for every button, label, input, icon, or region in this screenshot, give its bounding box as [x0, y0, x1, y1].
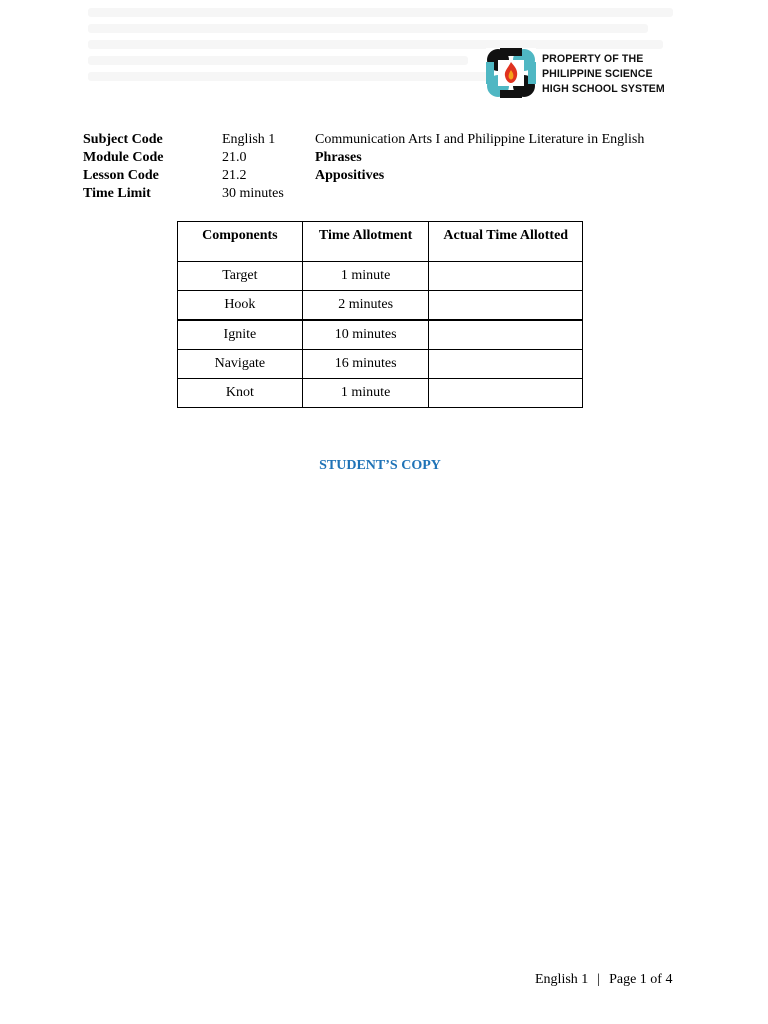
- time-limit-value: 30 minutes: [222, 186, 284, 201]
- allotment-cell: 2 minutes: [302, 291, 429, 321]
- component-cell: Ignite: [178, 320, 303, 350]
- subject-code-value: English 1: [222, 132, 276, 147]
- lesson-info: [83, 131, 683, 203]
- footer-separator: |: [597, 972, 601, 987]
- component-cell: Hook: [178, 291, 303, 321]
- table-row: [178, 291, 583, 321]
- table-row: [178, 320, 583, 350]
- allotment-cell: 16 minutes: [302, 350, 429, 379]
- pshs-logo-icon: [486, 48, 536, 98]
- module-code-label: Module Code: [83, 150, 164, 165]
- lesson-code-value: 21.2: [222, 168, 247, 183]
- subject-code-row: [83, 131, 683, 149]
- footer-subject: English 1: [535, 972, 589, 987]
- page-footer: [535, 972, 672, 988]
- module-code-value: 21.0: [222, 150, 247, 165]
- time-limit-row: [83, 185, 683, 203]
- table-row: [178, 262, 583, 291]
- time-allotment-table: [177, 221, 583, 408]
- component-cell: Navigate: [178, 350, 303, 379]
- pshs-logo: [486, 48, 686, 98]
- actual-time-cell: [429, 262, 583, 291]
- subject-code-label: Subject Code: [83, 132, 163, 147]
- allotment-cell: 1 minute: [302, 262, 429, 291]
- logo-line: PROPERTY OF THE: [542, 53, 644, 65]
- page-number: Page 1 of 4: [609, 972, 673, 987]
- time-limit-label: Time Limit: [83, 186, 151, 201]
- table-header-row: [178, 222, 583, 262]
- allotment-cell: 10 minutes: [302, 320, 429, 350]
- lesson-code-label: Lesson Code: [83, 168, 159, 183]
- actual-time-cell: [429, 350, 583, 379]
- table-row: [178, 379, 583, 408]
- table-row: [178, 350, 583, 379]
- module-code-row: [83, 149, 683, 167]
- actual-time-cell: [429, 379, 583, 408]
- header-actual-time: Actual Time Allotted: [429, 222, 583, 262]
- logo-line: PHILIPPINE SCIENCE: [542, 68, 653, 80]
- header-time-allotment: Time Allotment: [302, 222, 429, 262]
- actual-time-cell: [429, 291, 583, 321]
- lesson-title: Appositives: [315, 168, 385, 183]
- component-cell: Knot: [178, 379, 303, 408]
- module-title: Phrases: [315, 150, 362, 165]
- logo-caption: [542, 52, 687, 97]
- component-cell: Target: [178, 262, 303, 291]
- logo-line: HIGH SCHOOL SYSTEM: [542, 83, 665, 95]
- allotment-cell: 1 minute: [302, 379, 429, 408]
- lesson-code-row: [83, 167, 683, 185]
- header-components: Components: [178, 222, 303, 262]
- subject-title: Communication Arts I and Philippine Literature in English: [315, 132, 645, 147]
- students-copy-label: STUDENT’S COPY: [319, 458, 441, 473]
- actual-time-cell: [429, 320, 583, 350]
